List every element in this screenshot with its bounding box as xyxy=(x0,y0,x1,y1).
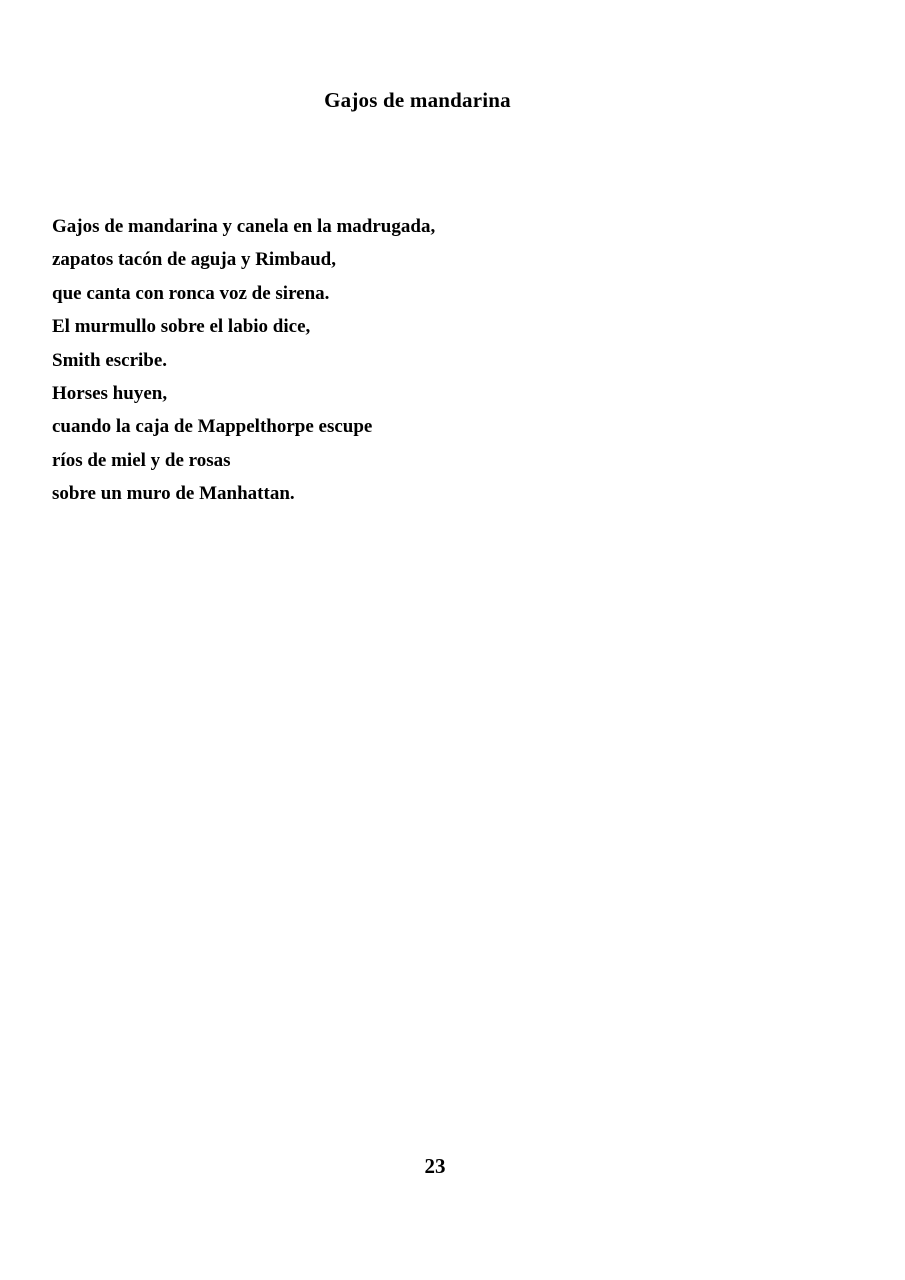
poem-line: que canta con ronca voz de sirena. xyxy=(52,282,330,304)
page-number: 23 xyxy=(424,1154,446,1178)
poem-body xyxy=(52,210,435,511)
poem-line: Gajos de mandarina y canela en la madrugada, xyxy=(52,216,436,237)
poem-line: sobre un muro de Manhattan. xyxy=(52,483,295,505)
poem-line: El murmullo sobre el labio dice, xyxy=(52,316,311,338)
poem-line: zapatos tacón de aguja y Rimbaud, xyxy=(52,249,336,271)
poem-line: Smith escribe. xyxy=(52,349,168,371)
poem-line: cuando la caja de Mappelthorpe escupe xyxy=(52,416,373,438)
poem-line: Horses huyen, xyxy=(52,382,168,404)
poem-title: Gajos de mandarina xyxy=(324,88,511,112)
poem-line: ríos de miel y de rosas xyxy=(52,449,231,471)
